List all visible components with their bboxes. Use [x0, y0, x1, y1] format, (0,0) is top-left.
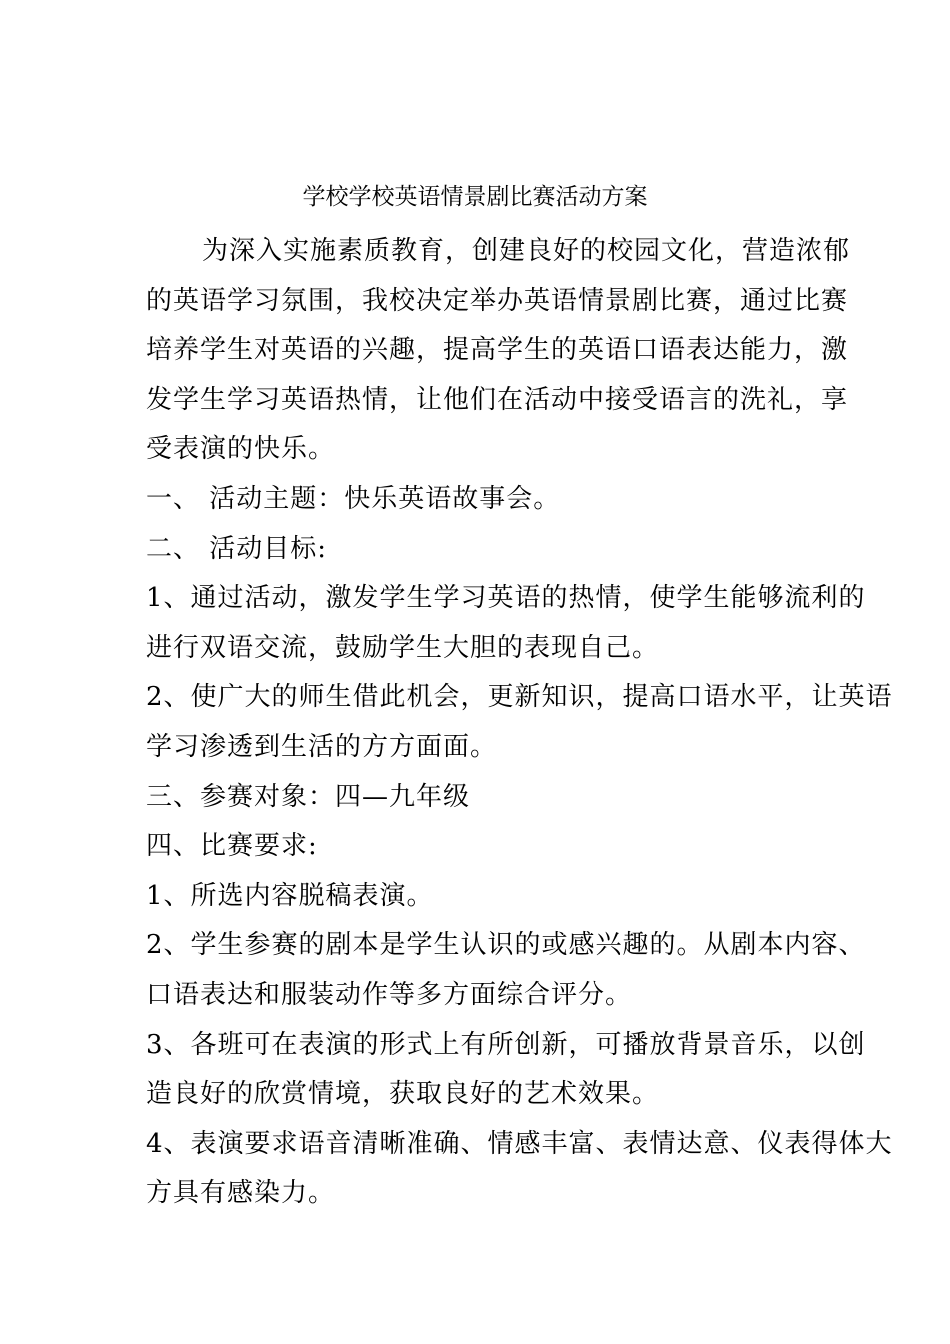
requirement-item-line: 造良好的欣赏情境，获取良好的艺术效果。	[146, 1079, 660, 1110]
requirement-item-line: 方具有感染力。	[146, 1178, 336, 1209]
requirement-item-line: 4、表演要求语音清晰准确、情感丰富、表情达意、仪表得体大	[146, 1128, 893, 1159]
intro-paragraph-line: 的英语学习氛围，我校决定举办英语情景剧比赛，通过比赛	[146, 285, 849, 316]
section-heading-theme: 一、 活动主题：快乐英语故事会。	[146, 483, 561, 514]
section-heading-goals: 二、 活动目标:	[146, 533, 328, 564]
intro-paragraph-line: 为深入实施素质教育，创建良好的校园文化，营造浓郁	[202, 236, 851, 266]
section-heading-participants: 三、参赛对象：四—九年级	[146, 781, 471, 812]
requirement-item-line: 1、所选内容脱稿表演。	[146, 880, 434, 911]
section-heading-requirements: 四、比赛要求:	[146, 831, 318, 862]
goal-item-line: 1、通过活动，激发学生学习英语的热情，使学生能够流利的	[146, 583, 866, 614]
requirement-item-line: 口语表达和服装动作等多方面综合评分。	[146, 979, 633, 1010]
requirement-item-line: 3、各班可在表演的形式上有所创新，可播放背景音乐，以创	[146, 1029, 866, 1060]
requirement-item-line: 2、学生参赛的剧本是学生认识的或感兴趣的。从剧本内容、	[146, 930, 866, 961]
goal-item-line: 学习渗透到生活的方方面面。	[146, 731, 498, 762]
intro-paragraph-line: 受表演的快乐。	[146, 434, 336, 465]
document-title: 学校学校英语情景剧比赛活动方案	[302, 184, 648, 210]
intro-paragraph-line: 培养学生对英语的兴趣，提高学生的英语口语表达能力，激	[146, 335, 849, 366]
document-body	[146, 227, 893, 1219]
goal-item-line: 进行双语交流，鼓励学生大胆的表现自己。	[146, 632, 660, 663]
goal-item-line: 2、使广大的师生借此机会，更新知识，提高口语水平，让英语	[146, 682, 893, 713]
intro-paragraph-line: 发学生学习英语热情，让他们在活动中接受语言的洗礼，享	[146, 384, 849, 415]
